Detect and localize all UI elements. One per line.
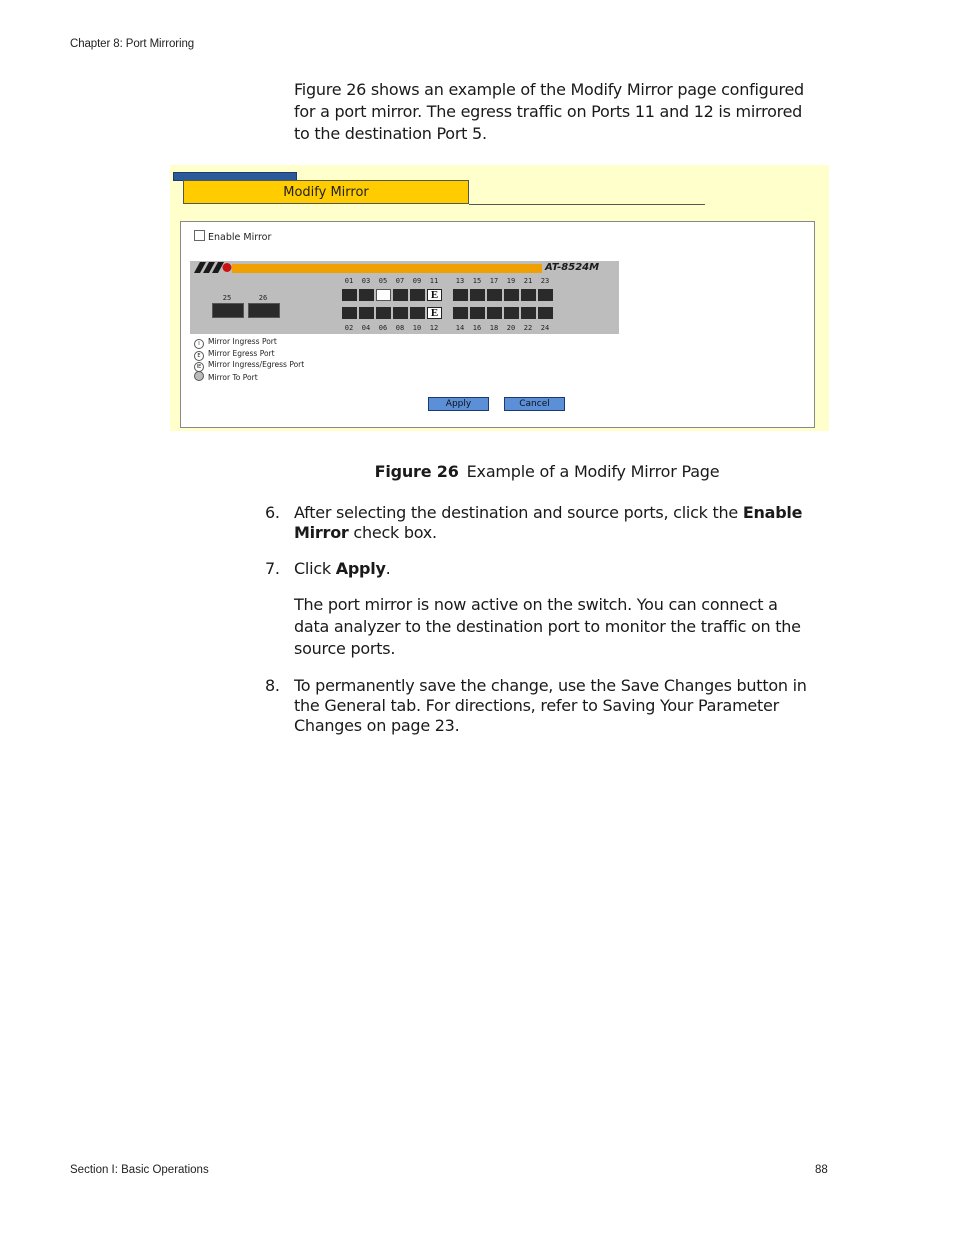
port-label-08: 08 [395, 324, 405, 332]
legend-item: E Mirror Egress Port [194, 348, 304, 360]
port-label-04: 04 [361, 324, 371, 332]
page-title-tab [183, 180, 469, 204]
port-label-15: 15 [472, 277, 482, 285]
port-15[interactable] [470, 289, 485, 301]
port-label-14: 14 [455, 324, 465, 332]
port-13[interactable] [453, 289, 468, 301]
port-label-10: 10 [412, 324, 422, 332]
sfp-port-25[interactable] [212, 303, 244, 318]
enable-mirror-checkbox[interactable] [194, 230, 205, 241]
apply-button[interactable]: Apply [428, 397, 489, 411]
port-24[interactable] [538, 307, 553, 319]
cancel-button[interactable]: Cancel [504, 397, 565, 411]
port-label-16: 16 [472, 324, 482, 332]
port-label-09: 09 [412, 277, 422, 285]
port-label-18: 18 [489, 324, 499, 332]
figure-caption [0, 462, 954, 481]
ingress-icon: I [194, 339, 204, 349]
port-label-05: 05 [378, 277, 388, 285]
port-07[interactable] [393, 289, 408, 301]
port-label-01: 01 [344, 277, 354, 285]
port-label-13: 13 [455, 277, 465, 285]
sfp-label-25: 25 [222, 294, 232, 302]
port-04[interactable] [359, 307, 374, 319]
mirror-config-panel [180, 221, 815, 428]
port-08[interactable] [393, 307, 408, 319]
port-label-24: 24 [540, 324, 550, 332]
port-label-19: 19 [506, 277, 516, 285]
port-19[interactable] [504, 289, 519, 301]
port-16[interactable] [470, 307, 485, 319]
page-title: Modify Mirror [283, 185, 369, 200]
footer-page-number: 88 [815, 1164, 828, 1176]
port-02[interactable] [342, 307, 357, 319]
port-17[interactable] [487, 289, 502, 301]
port-21[interactable] [521, 289, 536, 301]
intro-paragraph: Figure 26 shows an example of the Modify Mirror page configured for a port mirror. The egress traffic on Ports 11 and 12 is mirrored to the destination Port 5. [294, 80, 804, 143]
port-18[interactable] [487, 307, 502, 319]
ingress-egress-icon: IE [194, 362, 204, 372]
allied-telesyn-logo-icon [194, 262, 232, 273]
port-label-06: 06 [378, 324, 388, 332]
sfp-label-26: 26 [258, 294, 268, 302]
port-label-21: 21 [523, 277, 533, 285]
egress-marker: E [430, 289, 439, 301]
port-label-22: 22 [523, 324, 533, 332]
caption-text: Example of a Modify Mirror Page [466, 462, 720, 481]
legend-item: I Mirror Ingress Port [194, 336, 304, 348]
egress-marker: E [430, 307, 439, 319]
port-10[interactable] [410, 307, 425, 319]
title-underline [469, 204, 705, 205]
port-23[interactable] [538, 289, 553, 301]
enable-mirror-row[interactable] [194, 230, 271, 243]
port-label-12: 12 [429, 324, 439, 332]
chapter-header: Chapter 8: Port Mirroring [70, 38, 195, 50]
mirror-to-icon [194, 371, 204, 381]
legend [194, 336, 304, 382]
switch-status-bar [232, 264, 542, 273]
port-11[interactable] [427, 289, 442, 301]
legend-item: Mirror To Port [194, 371, 304, 383]
port-12[interactable] [427, 307, 442, 319]
port-label-02: 02 [344, 324, 354, 332]
port-05[interactable] [376, 289, 391, 301]
switch-faceplate [190, 261, 619, 334]
modify-mirror-figure [170, 165, 829, 431]
port-01[interactable] [342, 289, 357, 301]
port-label-07: 07 [395, 277, 405, 285]
port-label-17: 17 [489, 277, 499, 285]
step-7-note: The port mirror is now active on the switch. You can connect a data analyzer to the destination port to monitor the traffic on the source ports. [294, 595, 801, 658]
sfp-port-26[interactable] [248, 303, 280, 318]
legend-item: IE Mirror Ingress/Egress Port [194, 359, 304, 371]
footer-section: Section I: Basic Operations [70, 1164, 209, 1176]
port-label-23: 23 [540, 277, 550, 285]
caption-lead: Figure 26 [374, 462, 459, 481]
port-22[interactable] [521, 307, 536, 319]
egress-icon: E [194, 351, 204, 361]
port-03[interactable] [359, 289, 374, 301]
port-09[interactable] [410, 289, 425, 301]
enable-mirror-label: Enable Mirror [208, 232, 272, 243]
port-20[interactable] [504, 307, 519, 319]
port-06[interactable] [376, 307, 391, 319]
port-label-03: 03 [361, 277, 371, 285]
port-label-11: 11 [429, 277, 439, 285]
switch-model: AT-8524M [545, 262, 600, 273]
port-14[interactable] [453, 307, 468, 319]
port-label-20: 20 [506, 324, 516, 332]
